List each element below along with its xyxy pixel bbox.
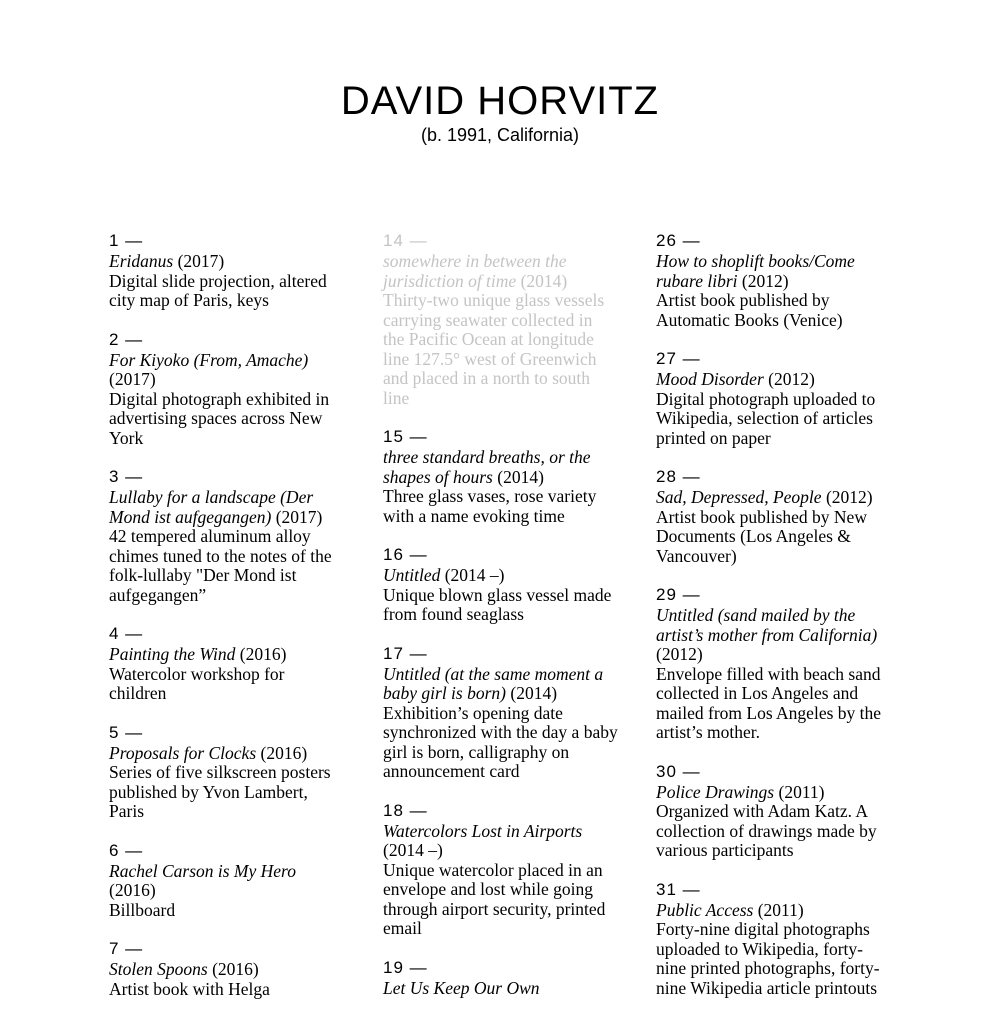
- work-entry: [383, 643, 618, 782]
- work-number: 18 —: [383, 800, 428, 820]
- work-title-line: [109, 862, 344, 901]
- work-title: somewhere in between the jurisdiction of time: [383, 251, 567, 291]
- work-title-line: [109, 488, 344, 527]
- work-number: 19 —: [383, 957, 428, 977]
- work-description: Organized with Adam Katz. A collection of drawings made by various participants: [656, 801, 877, 860]
- works-column-1: [109, 230, 344, 1017]
- work-entry: [109, 230, 344, 311]
- work-title-line: [383, 822, 618, 861]
- work-title: three standard breaths, or the shapes of hours: [383, 447, 591, 487]
- work-entry: [656, 230, 891, 330]
- work-description: Forty-nine digital photographs uploaded to Wikipedia, forty-nine printed photographs, forty-nine Wikipedia article printouts: [656, 919, 880, 998]
- work-title-line: [383, 252, 618, 291]
- work-year: (2016): [109, 880, 156, 900]
- work-year: (2016): [260, 742, 308, 763]
- page-header: [0, 78, 1000, 146]
- work-title: How to shoplift books/Come rubare libri: [656, 251, 855, 291]
- work-entry: [656, 879, 891, 999]
- work-title: For Kiyoko (From, Amache): [109, 349, 309, 370]
- work-title-line: [656, 370, 891, 390]
- work-year: (2014): [497, 466, 544, 487]
- work-year: (2012): [656, 644, 703, 664]
- work-number: 28 —: [656, 467, 701, 486]
- work-title-line: [383, 979, 618, 999]
- work-title: Painting the Wind: [109, 644, 236, 664]
- work-number: 31 —: [656, 879, 701, 899]
- work-title: Eridanus: [109, 251, 174, 271]
- work-description: Artist book with Helga: [109, 978, 270, 999]
- work-number: 14 —: [383, 231, 428, 250]
- work-title: Untitled (at the same moment a baby girl is born): [383, 663, 604, 703]
- work-title: Mood Disorder: [656, 369, 764, 389]
- work-title: Stolen Spoons: [109, 959, 208, 979]
- works-column-3: [656, 230, 891, 1016]
- work-entry: [383, 230, 618, 408]
- work-entry: [656, 466, 891, 566]
- work-title: Let Us Keep Our Own: [383, 977, 540, 998]
- work-title-line: [656, 783, 891, 803]
- work-year: (2012): [768, 369, 815, 389]
- work-description: Three glass vases, rose variety with a name evoking time: [383, 486, 597, 526]
- work-description: Digital photograph exhibited in advertising spaces across New York: [109, 388, 330, 448]
- work-year: (2014 –): [444, 565, 505, 585]
- work-title-line: [109, 960, 344, 980]
- work-entry: [109, 722, 344, 822]
- work-title: Untitled (sand mailed by the artist’s mother from California): [656, 605, 878, 645]
- work-entry: [656, 761, 891, 861]
- work-entry: [656, 584, 891, 743]
- artist-birth-info: (b. 1991, California): [420, 125, 580, 145]
- work-title-line: [656, 488, 891, 508]
- work-description: 42 tempered aluminum alloy chimes tuned to the notes of the folk-lullaby "Der Mond ist aufgegangen”: [109, 526, 332, 605]
- work-number: 7 —: [109, 939, 144, 958]
- work-description: Artist book published by New Documents (Los Angeles & Vancouver): [656, 506, 867, 566]
- work-description: Artist book published by Automatic Books (Venice): [656, 290, 843, 330]
- works-column-2: [383, 230, 618, 1016]
- work-entry: [109, 938, 344, 999]
- work-year: (2017): [177, 251, 225, 271]
- work-year: (2012): [825, 487, 873, 507]
- work-entry: [383, 544, 618, 625]
- work-number: 17 —: [383, 643, 428, 663]
- work-year: (2012): [741, 270, 789, 291]
- work-title-line: [383, 665, 618, 704]
- work-title: Public Access: [656, 899, 754, 920]
- work-number: 2 —: [109, 329, 144, 349]
- work-title: Watercolors Lost in Airports: [383, 820, 583, 841]
- work-title: Sad, Depressed, People: [656, 487, 822, 507]
- work-description: Envelope filled with beach sand collected in Los Angeles and mailed from Los Angeles by the artist’s mother.: [656, 663, 882, 742]
- work-year: (2014 –): [383, 840, 443, 860]
- work-year: (2017): [109, 369, 156, 389]
- work-title-line: [656, 606, 891, 665]
- work-description: Watercolor workshop for children: [109, 663, 285, 703]
- work-year: (2011): [778, 781, 825, 802]
- work-description: Unique watercolor placed in an envelope and lost while going through airport security, printed email: [383, 859, 606, 938]
- work-description: Billboard: [109, 899, 176, 920]
- work-number: 27 —: [656, 349, 701, 368]
- work-number: 5 —: [109, 722, 144, 742]
- work-title: Rachel Carson is My Hero: [109, 860, 296, 881]
- work-description: Digital slide projection, altered city map of Paris, keys: [109, 270, 327, 310]
- work-year: (2016): [239, 644, 287, 664]
- artist-name: DAVID HORVITZ: [340, 79, 660, 123]
- work-title: Lullaby for a landscape (Der Mond ist aufgegangen): [109, 487, 314, 527]
- work-title-line: [656, 901, 891, 921]
- work-year: (2011): [757, 899, 804, 920]
- work-entry: [383, 426, 618, 526]
- work-title-line: [109, 351, 344, 390]
- work-number: 26 —: [656, 231, 701, 250]
- work-number: 4 —: [109, 624, 144, 643]
- work-title-line: [109, 645, 344, 665]
- work-number: 6 —: [109, 840, 144, 860]
- work-number: 3 —: [109, 467, 144, 486]
- work-title-line: [383, 566, 618, 586]
- work-description: Digital photograph uploaded to Wikipedia, selection of articles printed on paper: [656, 388, 876, 448]
- work-year: (2014): [520, 270, 568, 291]
- work-title-line: [109, 252, 344, 272]
- work-description: Thirty-two unique glass vessels carrying seawater collected in the Pacific Ocean at longitude line 127.5° west of Greenwich and placed in a north to south line: [383, 290, 605, 408]
- work-number: 15 —: [383, 427, 428, 446]
- work-title: Untitled: [383, 565, 441, 585]
- work-year: (2014): [510, 683, 558, 703]
- work-entry: [383, 800, 618, 939]
- work-title: Police Drawings: [656, 781, 775, 802]
- work-description: Series of five silkscreen posters published by Yvon Lambert, Paris: [109, 762, 331, 821]
- work-entry: [109, 840, 344, 921]
- work-title-line: [383, 448, 618, 487]
- work-number: 16 —: [383, 545, 428, 564]
- work-year: (2017): [275, 506, 323, 527]
- work-year: (2016): [212, 959, 259, 979]
- work-entry: [383, 957, 618, 999]
- work-entry: [109, 623, 344, 704]
- work-title-line: [656, 252, 891, 291]
- work-title: Proposals for Clocks: [109, 742, 257, 763]
- work-number: 30 —: [656, 761, 701, 781]
- work-entry: [109, 329, 344, 449]
- work-title-line: [109, 744, 344, 764]
- work-number: 1 —: [109, 231, 144, 250]
- work-entry: [109, 466, 344, 605]
- work-description: Unique blown glass vessel made from found seaglass: [383, 584, 612, 624]
- work-description: Exhibition’s opening date synchronized with the day a baby girl is born, calligraphy on announcement card: [383, 702, 618, 781]
- work-entry: [656, 348, 891, 448]
- work-number: 29 —: [656, 585, 701, 604]
